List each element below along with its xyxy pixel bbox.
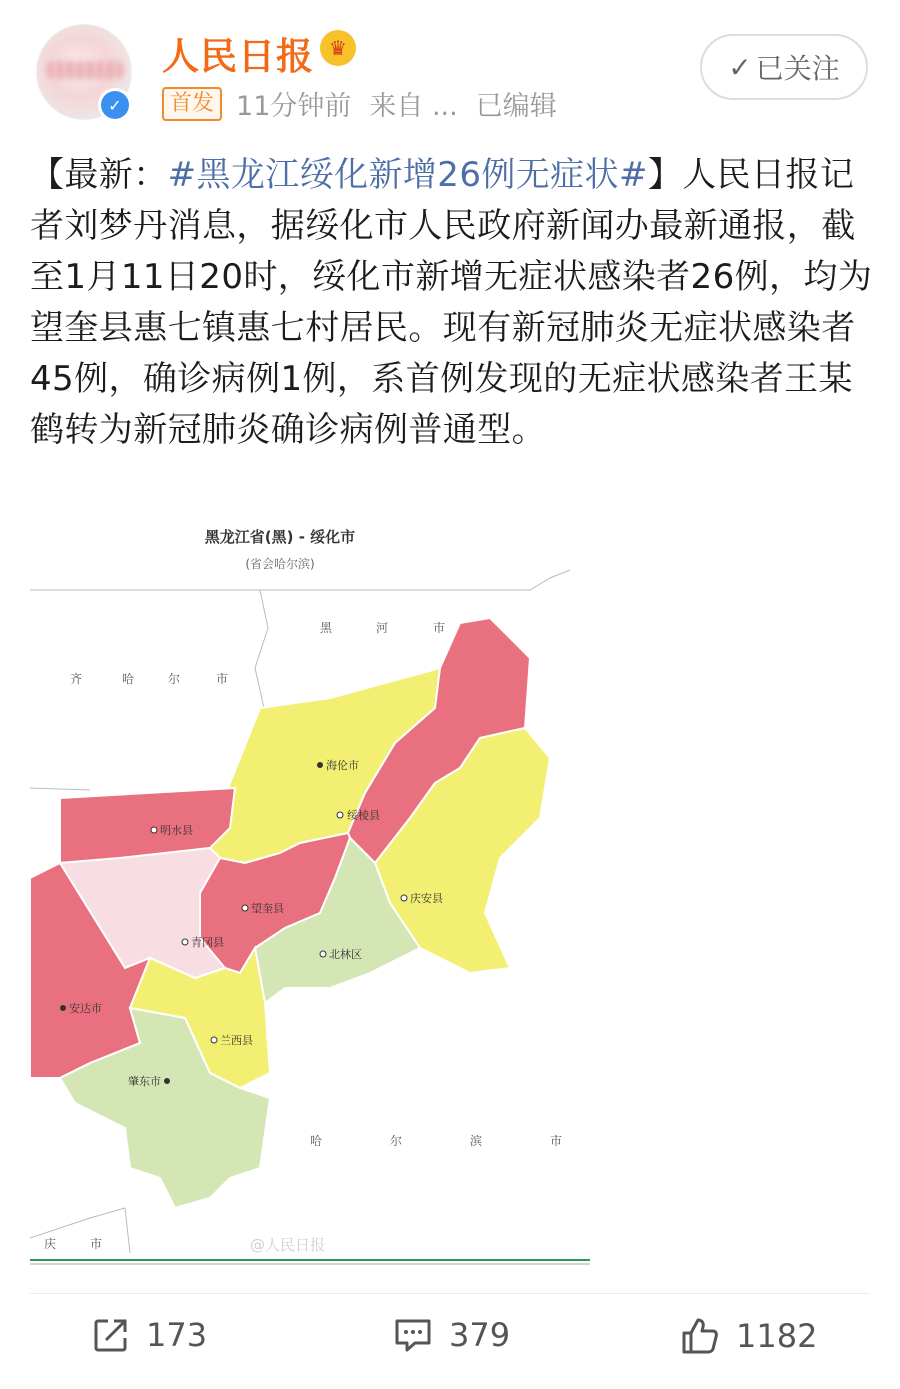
neighbor-label: 滨 bbox=[470, 1134, 483, 1148]
neighbor-label: 市 bbox=[90, 1237, 103, 1251]
neighbor-label: 庆 bbox=[44, 1237, 57, 1251]
place-label-lanxi: 兰西县 bbox=[220, 1034, 253, 1047]
post-text bbox=[30, 150, 875, 456]
place-dot bbox=[60, 1005, 66, 1011]
like-count: 1182 bbox=[736, 1317, 818, 1355]
place-label-beilin: 北林区 bbox=[329, 948, 362, 961]
share-button[interactable] bbox=[92, 1316, 207, 1354]
place-dot bbox=[164, 1078, 170, 1084]
text-prefix: 【最新： bbox=[30, 155, 168, 195]
neighbor-label: 哈 bbox=[122, 672, 135, 686]
avatar-logo bbox=[47, 61, 123, 79]
place-label-zhaodong: 肇东市 bbox=[128, 1075, 161, 1088]
place-dot bbox=[320, 951, 326, 957]
neighbor-label: 哈 bbox=[310, 1134, 323, 1148]
comment-count: 379 bbox=[449, 1316, 511, 1354]
verified-badge-icon: ✓ bbox=[98, 88, 132, 122]
thumbs-up-icon bbox=[680, 1316, 720, 1356]
map-subtitle: (省会哈尔滨) bbox=[245, 557, 315, 571]
share-icon bbox=[92, 1316, 130, 1354]
check-icon: ✓ bbox=[728, 50, 752, 84]
neighbor-label: 河 bbox=[376, 621, 389, 635]
neighbor-label: 黑 bbox=[320, 621, 333, 635]
action-bar bbox=[0, 1300, 900, 1380]
post-source: 来自 ... bbox=[369, 91, 458, 122]
share-count: 173 bbox=[146, 1316, 208, 1354]
place-dot bbox=[182, 939, 188, 945]
post-meta bbox=[162, 84, 557, 123]
like-button[interactable] bbox=[680, 1316, 817, 1356]
neighbor-label: 尔 bbox=[168, 672, 181, 686]
place-dot bbox=[401, 895, 407, 901]
follow-label: 已关注 bbox=[755, 52, 840, 85]
neighbor-label: 齐 bbox=[70, 672, 83, 686]
author-name[interactable]: 人民日报 bbox=[162, 35, 314, 78]
text-body: 】人民日报记者刘梦丹消息，据绥化市人民政府新闻办最新通报，截至1月11日20时，绥化市新增无症状感染者26例，均为望奎县惠七镇惠七村居民。现有新冠肺炎无症状感染者45例，确诊病例1例，系首例发现的无症状感染者王某鹤转为新冠肺炎确诊病例普通型。 bbox=[30, 155, 873, 450]
post-header bbox=[0, 0, 900, 140]
follow-button[interactable] bbox=[700, 34, 868, 100]
place-label-mingshui: 明水县 bbox=[160, 824, 193, 837]
neighbor-label: 市 bbox=[550, 1134, 563, 1148]
place-dot bbox=[211, 1037, 217, 1043]
place-label-suileng: 绥棱县 bbox=[347, 809, 380, 822]
map-title: 黑龙江省(黑) - 绥化市 bbox=[204, 528, 356, 546]
boundary-line bbox=[30, 788, 90, 790]
first-publish-badge: 首发 bbox=[162, 87, 222, 121]
place-dot bbox=[242, 905, 248, 911]
image-watermark: @人民日报 bbox=[250, 1236, 326, 1254]
post-image-map[interactable] bbox=[30, 518, 590, 1268]
place-label-wangkui: 望奎县 bbox=[251, 902, 284, 915]
place-dot bbox=[151, 827, 157, 833]
action-divider bbox=[30, 1293, 870, 1294]
place-dot bbox=[317, 762, 323, 768]
place-label-qinggang: 青冈县 bbox=[191, 936, 224, 949]
comment-button[interactable] bbox=[393, 1316, 510, 1354]
crown-icon: ♛ bbox=[320, 30, 356, 66]
place-dot bbox=[337, 812, 343, 818]
place-label-qingan: 庆安县 bbox=[410, 892, 443, 905]
neighbor-label: 尔 bbox=[390, 1134, 403, 1148]
neighbor-label: 市 bbox=[433, 621, 446, 635]
post-time: 11分钟前 bbox=[236, 91, 352, 122]
boundary-line bbox=[30, 570, 570, 590]
edited-label: 已编辑 bbox=[475, 91, 557, 122]
place-label-anda: 安达市 bbox=[69, 1002, 102, 1015]
hashtag-link[interactable]: #黑龙江绥化新增26例无症状# bbox=[167, 155, 648, 195]
place-label-hailun: 海伦市 bbox=[326, 759, 359, 772]
comment-icon bbox=[393, 1316, 433, 1354]
neighbor-label: 市 bbox=[216, 672, 229, 686]
